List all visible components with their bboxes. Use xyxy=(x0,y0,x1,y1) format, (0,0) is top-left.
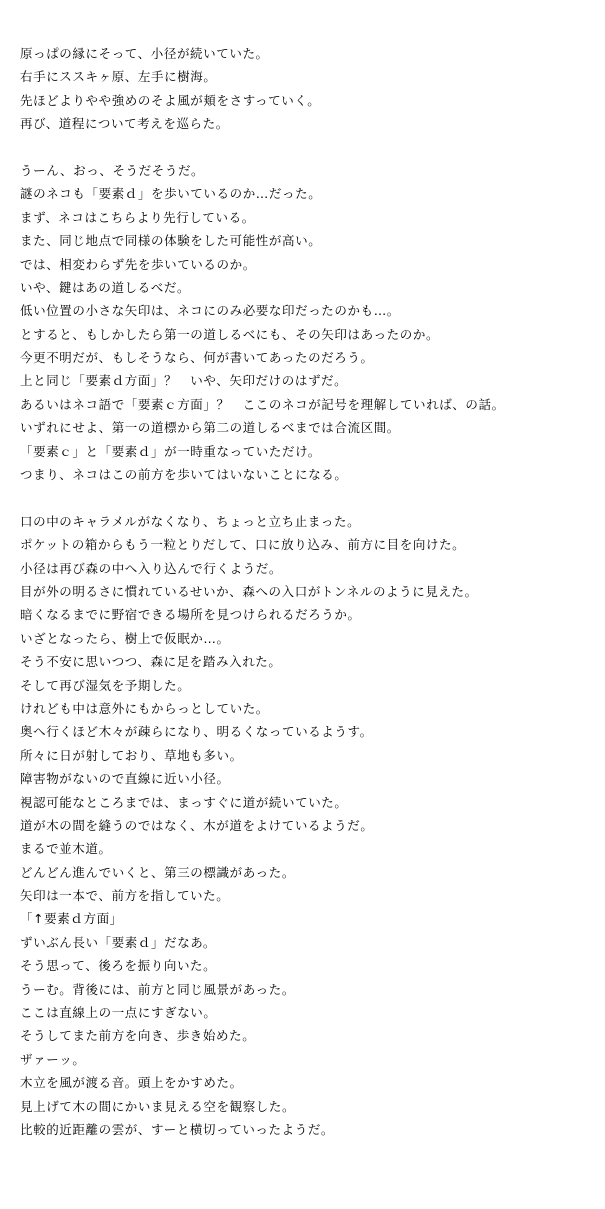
text-line: いずれにせよ、第一の道標から第二の道しるべまでは合流区間。 xyxy=(20,420,400,436)
paragraph-gap xyxy=(20,486,600,509)
text-line: 目が外の明るさに慣れているせいか、森への入口がトンネルのように見えた。 xyxy=(20,583,478,599)
text-line: 所々に日が射しており、草地も多い。 xyxy=(20,747,243,763)
text-line: 木立を風が渡る音。頭上をかすめた。 xyxy=(20,1075,243,1091)
text-line: 障害物がないので直線に近い小径。 xyxy=(20,771,230,787)
text-line: けれども中は意外にもからっとしていた。 xyxy=(20,700,269,716)
text-line: まるで並木道。 xyxy=(20,841,112,857)
text-line: どんどん進んでいくと、第三の標識があった。 xyxy=(20,864,295,880)
text-line: いや、鍵はあの道しるべだ。 xyxy=(20,279,191,295)
text-line: うーむ。背後には、前方と同じ風景があった。 xyxy=(20,981,295,997)
text-line: 視認可能なところまでは、まっすぐに道が続いていた。 xyxy=(20,794,348,810)
paragraph-1 xyxy=(20,42,600,136)
text-line: 小径は再び森の中へ入り込んで行くようだ。 xyxy=(20,560,283,576)
paragraph-2 xyxy=(20,159,600,486)
text-line: あるいはネコ語で「要素ｃ方面」？ ここのネコが記号を理解していれば、の話。 xyxy=(20,396,505,412)
text-line: 先ほどよりやや強めのそよ風が頬をさすっていく。 xyxy=(20,92,321,108)
text-line: ポケットの箱からもう一粒とりだして、口に放り込み、前方に目を向けた。 xyxy=(20,537,466,553)
text-line: 謎のネコも「要素ｄ」を歩いているのか…だった。 xyxy=(20,186,322,202)
text-line: 口の中のキャラメルがなくなり、ちょっと立ち止まった。 xyxy=(20,513,361,529)
text-line: ザァーッ。 xyxy=(20,1051,86,1067)
text-line: 比較的近距離の雲が、すーと横切っていったようだ。 xyxy=(20,1121,335,1137)
text-line: また、同じ地点で同様の体験をした可能性が高い。 xyxy=(20,233,322,249)
text-line: うーん、おっ、そうだそうだ。 xyxy=(20,162,205,178)
text-line: そう思って、後ろを振り向いた。 xyxy=(20,958,217,974)
text-line: 低い位置の小さな矢印は、ネコにのみ必要な印だったのかも…。 xyxy=(20,303,400,319)
text-line: 矢印は一本で、前方を指していた。 xyxy=(20,888,230,904)
text-line: 今更不明だが、もしそうなら、何が書いてあったのだろう。 xyxy=(20,350,374,366)
text-line: とすると、もしかしたら第一の道しるべにも、その矢印はあったのか。 xyxy=(20,326,440,342)
story-text xyxy=(20,42,600,1141)
text-line: 上と同じ「要素ｄ方面」？ いや、矢印だけのはずだ。 xyxy=(20,373,348,389)
text-line: ここは直線上の一点にすぎない。 xyxy=(20,1005,217,1021)
text-line: 暗くなるまでに野宿できる場所を見つけられるだろうか。 xyxy=(20,607,361,623)
text-line: そうしてまた前方を向き、歩き始めた。 xyxy=(20,1028,256,1044)
text-line: つまり、ネコはこの前方を歩いてはいないことになる。 xyxy=(20,467,348,483)
text-line: そう不安に思いつつ、森に足を踏み入れた。 xyxy=(20,654,282,670)
text-line: 奥へ行くほど木々が疎らになり、明るくなっているようす。 xyxy=(20,724,373,740)
paragraph-gap xyxy=(20,136,600,159)
text-line: まず、ネコはこちらより先行している。 xyxy=(20,209,255,225)
text-line: 「要素ｃ」と「要素ｄ」が一時重なっていただけ。 xyxy=(20,443,321,459)
text-line: いざとなったら、樹上で仮眠か…。 xyxy=(20,630,230,646)
text-line: 再び、道程について考えを巡らた。 xyxy=(20,116,229,132)
text-line: 見上げて木の間にかいま見える空を観察した。 xyxy=(20,1098,296,1114)
text-line: では、相変わらず先を歩いているのか。 xyxy=(20,256,256,272)
text-line: ずいぶん長い「要素ｄ」だなあ。 xyxy=(20,934,217,950)
text-line: 右手にススキヶ原、左手に樹海。 xyxy=(20,69,217,85)
text-line: 「↑要素ｄ方面」 xyxy=(20,911,123,927)
text-line: そして再び湿気を予期した。 xyxy=(20,677,191,693)
text-line: 道が木の間を縫うのではなく、木が道をよけているようだ。 xyxy=(20,817,374,833)
paragraph-3 xyxy=(20,510,600,1142)
text-line: 原っぱの縁にそって、小径が続いていた。 xyxy=(20,46,269,61)
